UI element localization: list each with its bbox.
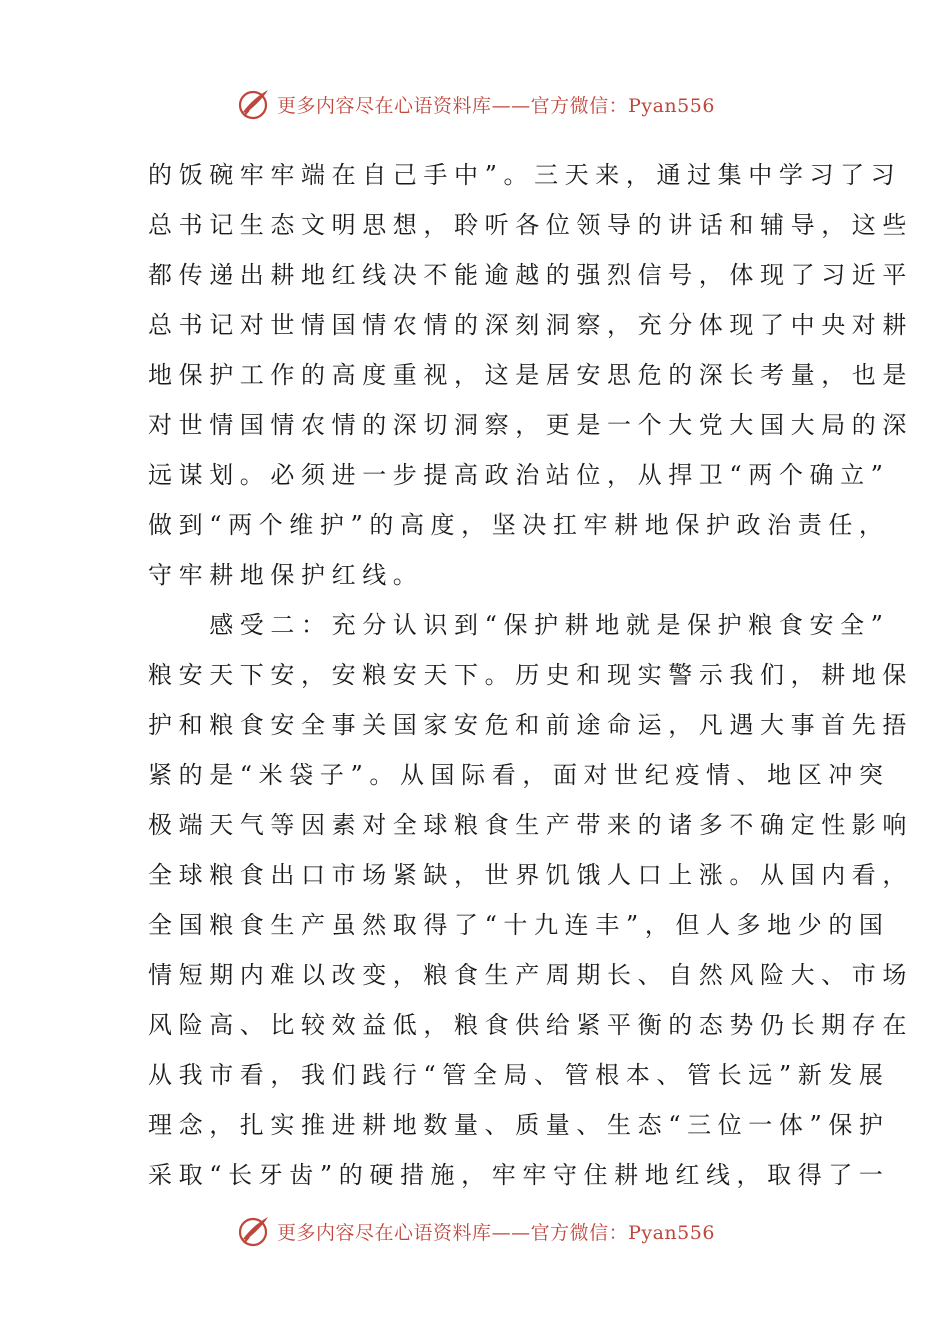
text-line: 从我市看，我们践行“管全局、管根本、管长远”新发展 xyxy=(148,1061,890,1089)
text-line: 情短期内难以改变，粮食生产周期长、自然风险大、市场 xyxy=(148,961,913,989)
quill-circle-icon xyxy=(235,86,271,122)
text-line: 远谋划。必须进一步提高政治站位，从捍卫“两个确立” xyxy=(148,461,890,489)
site-name: 更多内容尽在心语资料库 xyxy=(277,94,492,117)
text-line: 理念，扎实推进耕地数量、质量、生态“三位一体”保护 xyxy=(148,1111,890,1139)
text-line: 地保护工作的高度重视，这是居安思危的深长考量，也是 xyxy=(148,361,913,389)
text-line: 极端天气等因素对全球粮食生产带来的诸多不确定性影响 xyxy=(148,811,913,839)
text-line: 对世情国情农情的深切洞察，更是一个大党大国大局的深 xyxy=(148,411,913,439)
text-line: 总书记对世情国情农情的深刻洞察，充分体现了中央对耕 xyxy=(148,311,913,339)
text-line: 都传递出耕地红线决不能逾越的强烈信号，体现了习近平 xyxy=(148,261,913,289)
text-line: 守牢耕地保护红线。 xyxy=(148,561,424,589)
footer-banner xyxy=(0,1211,950,1251)
text-line: 粮安天下安，安粮安天下。历史和现实警示我们，耕地保 xyxy=(148,661,913,689)
quill-circle-icon xyxy=(235,1213,271,1249)
text-line: 护和粮食安全事关国家安危和前途命运，凡遇大事首先捂 xyxy=(148,711,913,739)
header-banner xyxy=(0,84,950,124)
text-line: 全国粮食生产虽然取得了“十九连丰”，但人多地少的国 xyxy=(148,911,890,939)
wechat-id: Pyan556 xyxy=(628,1221,715,1244)
banner-dash: —— xyxy=(491,94,531,117)
text-line: 风险高、比较效益低，粮食供给紧平衡的态势仍长期存在 xyxy=(148,1011,913,1039)
text-line: 总书记生态文明思想，聆听各位领导的讲话和辅导，这些 xyxy=(148,211,913,239)
document-body xyxy=(148,150,913,1200)
banner-text xyxy=(277,1218,715,1245)
wechat-label: 官方微信： xyxy=(530,94,629,117)
text-line: 紧的是“米袋子”。从国际看，面对世纪疫情、地区冲突 xyxy=(148,761,890,789)
banner-text xyxy=(277,91,715,118)
text-line: 采取“长牙齿”的硬措施，牢牢守住耕地红线，取得了一 xyxy=(148,1161,890,1189)
text-line: 全球粮食出口市场紧缺，世界饥饿人口上涨。从国内看， xyxy=(148,861,913,889)
text-line: 做到“两个维护”的高度，坚决扛牢耕地保护政治责任， xyxy=(148,511,890,539)
text-line: 的饭碗牢牢端在自己手中”。三天来，通过集中学习了习 xyxy=(148,161,902,189)
site-name: 更多内容尽在心语资料库 xyxy=(277,1221,492,1244)
wechat-id: Pyan556 xyxy=(628,94,715,117)
banner-dash: —— xyxy=(491,1221,531,1244)
text-line: 感受二：充分认识到“保护耕地就是保护粮食安全” xyxy=(148,611,890,639)
wechat-label: 官方微信： xyxy=(530,1221,629,1244)
